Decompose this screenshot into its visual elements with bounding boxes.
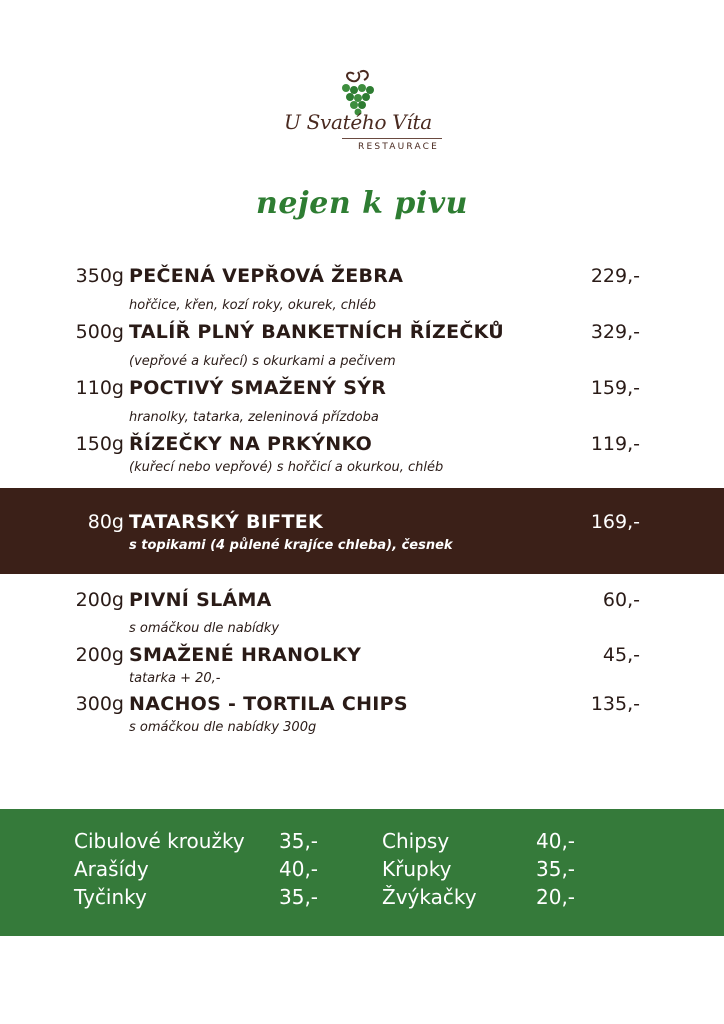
item-price: 135,- xyxy=(590,693,640,715)
item-price: 119,- xyxy=(590,433,640,455)
item-weight: 350g xyxy=(75,265,124,287)
item-weight: 110g xyxy=(75,377,124,399)
featured-menu-item xyxy=(0,511,724,571)
item-weight: 80g xyxy=(87,511,124,533)
item-price: 45,- xyxy=(602,644,640,666)
item-name: ŘÍZEČKY NA PRKÝNKO xyxy=(129,433,373,455)
item-name: TALÍŘ PLNÝ BANKETNÍCH ŘÍZEČKŮ xyxy=(129,321,505,343)
item-name: PIVNÍ SLÁMA xyxy=(129,589,272,611)
menu-item xyxy=(0,321,724,381)
item-price: 169,- xyxy=(590,511,640,533)
snack-price: 20,- xyxy=(536,885,576,909)
item-description: s topikami (4 půlené krajíce chleba), česnek xyxy=(129,538,453,553)
snack-name: Chipsy xyxy=(382,829,450,853)
item-weight: 300g xyxy=(75,693,124,715)
item-description: s omáčkou dle nabídky xyxy=(129,621,280,636)
restaurant-subtitle: RESTAURACE xyxy=(358,142,440,152)
item-weight: 500g xyxy=(75,321,124,343)
section-title: nejen k pivu xyxy=(256,186,468,221)
snack-name: Tyčinky xyxy=(74,885,147,909)
item-name: TATARSKÝ BIFTEK xyxy=(129,511,324,533)
restaurant-name: U Svatého Víta xyxy=(284,110,432,134)
menu-item xyxy=(0,693,724,753)
snack-name: Arašídy xyxy=(74,857,149,881)
menu-item xyxy=(0,377,724,437)
menu-item xyxy=(0,589,724,649)
snack-name: Cibulové kroužky xyxy=(74,829,245,853)
item-name: POCTIVÝ SMAŽENÝ SÝR xyxy=(129,377,387,399)
snacks-band xyxy=(0,809,724,936)
item-description: (vepřové a kuřecí) s okurkami a pečivem xyxy=(129,354,396,369)
featured-item-band xyxy=(0,488,724,574)
snack-price: 35,- xyxy=(279,885,319,909)
menu-item xyxy=(0,433,724,493)
snack-price: 40,- xyxy=(536,829,576,853)
snack-price: 35,- xyxy=(279,829,319,853)
item-price: 159,- xyxy=(590,377,640,399)
item-description: tatarka + 20,- xyxy=(129,671,221,686)
item-weight: 200g xyxy=(75,589,124,611)
logo-divider xyxy=(342,138,442,139)
item-description: s omáčkou dle nabídky 300g xyxy=(129,720,317,735)
item-weight: 150g xyxy=(75,433,124,455)
item-name: PEČENÁ VEPŘOVÁ ŽEBRA xyxy=(129,265,404,287)
item-description: hranolky, tatarka, zeleninová přízdoba xyxy=(129,410,379,425)
item-weight: 200g xyxy=(75,644,124,666)
grape-leaf-logo-icon xyxy=(334,68,382,116)
item-name: NACHOS - TORTILA CHIPS xyxy=(129,693,408,715)
item-price: 60,- xyxy=(602,589,640,611)
menu-item xyxy=(0,265,724,325)
snack-price: 40,- xyxy=(279,857,319,881)
item-name: SMAŽENÉ HRANOLKY xyxy=(129,644,362,666)
snack-price: 35,- xyxy=(536,857,576,881)
item-description: hořčice, křen, kozí roky, okurek, chléb xyxy=(129,298,377,313)
snack-name: Žvýkačky xyxy=(382,885,477,909)
item-description: (kuřecí nebo vepřové) s hořčicí a okurkou, chléb xyxy=(129,460,444,475)
item-price: 329,- xyxy=(590,321,640,343)
snack-name: Křupky xyxy=(382,857,452,881)
restaurant-logo xyxy=(270,68,460,168)
item-price: 229,- xyxy=(590,265,640,287)
